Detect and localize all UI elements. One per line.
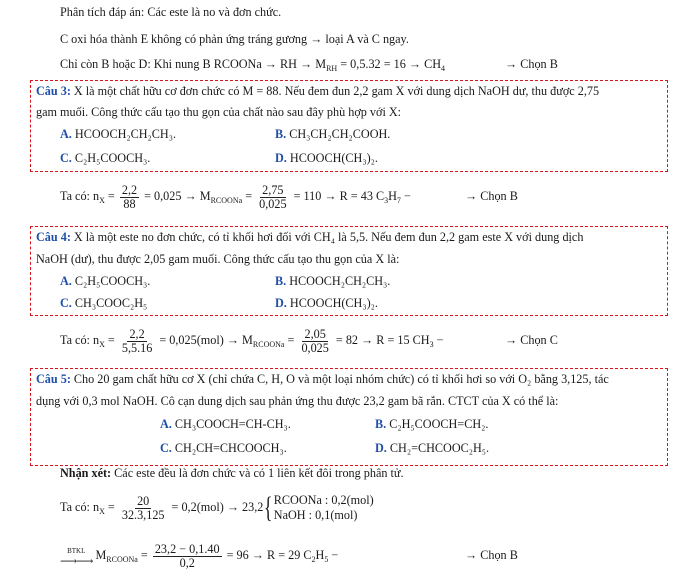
option-d-label: D. [275, 151, 287, 165]
question-3-option-a [60, 127, 176, 141]
sol5-fraction-1 [120, 495, 167, 522]
question-4-line-2: NaOH (dư), thu được 2,05 gam muối. Công thức cấu tạo thu gọn của X là: [36, 252, 400, 266]
sol3-eq2: = 0,025 → M [144, 189, 211, 203]
sol4-choice: → Chọn C [505, 333, 558, 347]
question-4-option-a [60, 274, 150, 288]
q5-option-c-label: C. [160, 441, 172, 455]
long-arrow-icon: ⟶⟶ [60, 553, 93, 568]
sol4-eq4: = 82 → R = 15 CH [335, 333, 430, 347]
intro-line-2: C oxi hóa thành E không có phản ứng tráng gương → loại A và C ngay. [60, 32, 409, 46]
question-4-option-c [60, 296, 147, 310]
sol4-fraction-2 [299, 328, 330, 355]
intro-line-3 [60, 57, 445, 76]
intro-line-3-eq: = 0,5.32 = 16 → CH [337, 57, 442, 71]
question-5-line-2: dụng với 0,3 mol NaOH. Cô cạn dung dịch sau phản ứng thu được 23,2 gam bã rắn. CTCT của X có thể là: [36, 394, 559, 408]
question-5-text-1: Cho 20 gam chất hữu cơ X (chỉ chứa C, H, O và một loại nhóm chức) có tỉ khối hơi so với O₂ bằng 3,125, tác [70, 372, 609, 386]
sol3-eq1: = [104, 189, 118, 203]
sol5b-tail: − [328, 548, 339, 562]
q4-option-d-label: D. [275, 296, 287, 310]
question-5-line-1 [36, 372, 609, 386]
btkl-label: BTKL [67, 546, 86, 555]
sol3-f2-den: 0,025 [259, 196, 287, 211]
sol3-sub-m: RCOONa [210, 196, 243, 205]
question-3-option-c [60, 151, 150, 165]
option-d-text: HCOOCH(CH₃)₂. [286, 151, 378, 165]
sol3-fraction-1 [120, 184, 139, 211]
q5-option-b-text: C₂H₅COOCH=CH₂. [386, 417, 489, 431]
sol4-f2-den: 0,025 [301, 340, 329, 355]
intro-line-3-sub: RH [326, 64, 338, 73]
sol3-f2-num: 2,75 [262, 182, 284, 197]
btkl-arrow [60, 547, 92, 566]
q5-option-b-label: B. [375, 417, 387, 431]
question-4-text-1: X là một este no đơn chức, có tỉ khối hơi đối với CH₄ là 5,5. Nếu đem đun 2,2 gam este X với dung dịch [70, 230, 584, 244]
sol3-f1-den: 88 [123, 196, 136, 211]
q5-option-d-text: CH₂=CHCOOC₂H₅. [386, 441, 490, 455]
intro-line-3-text: Chỉ còn B hoặc D: Khi nung B RCOONa → RH → M [60, 57, 327, 71]
question-4-option-d [275, 296, 378, 310]
sol3-f1-num: 2,2 [121, 182, 138, 197]
sol5b-h: H [315, 548, 325, 562]
intro-choice: → Chọn B [505, 57, 558, 71]
sol5-brace: { [264, 491, 273, 525]
question-4-label: Câu 4: [36, 230, 71, 244]
q5-option-c-text: CH₂CH=CHCOOCH₃. [171, 441, 287, 455]
sol3-c-sub: 3 [384, 196, 389, 205]
sol5-prefix: Ta có: n [60, 500, 100, 514]
sol5b-c-sub: 2 [311, 555, 316, 564]
sol4-eq3: = [284, 333, 298, 347]
remark-label: Nhận xét: [60, 466, 112, 480]
option-b-label: B. [275, 127, 287, 141]
sol4-sub-m: RCOONa [252, 340, 285, 349]
sol3-prefix: Ta có: n [60, 189, 100, 203]
sol5-system [274, 493, 374, 523]
sol5b-sub-m: RCOONa [106, 555, 138, 564]
sol5b-h-sub: 5 [324, 555, 329, 564]
sol3-fraction-2 [257, 184, 288, 211]
question-3-line-2: gam muối. Công thức cấu tạo thu gọn của chất nào sau đây phù hợp với X: [36, 105, 402, 119]
q4-option-b-label: B. [275, 274, 287, 288]
sol4-f1-num: 2,2 [129, 326, 145, 341]
sol5-sys-line-2: NaOH : 0,1(mol) [273, 508, 358, 523]
sol5b-f-num: 23,2 − 0,1.40 [154, 541, 220, 556]
sol3-sub-x: X [99, 196, 105, 205]
sol5-eq1: = [104, 500, 118, 514]
solution-3 [60, 181, 411, 213]
question-3-option-d [275, 151, 378, 165]
question-3-option-b [275, 127, 390, 141]
sol4-eq1: = [104, 333, 118, 347]
question-5-option-d [375, 441, 489, 455]
solution-5b [60, 540, 338, 572]
sol4-sub-x: X [99, 340, 105, 349]
sol4-c-sub: 3 [429, 340, 434, 349]
question-3-line-1 [36, 84, 599, 98]
sol4-eq2: = 0,025(mol) → M [159, 333, 253, 347]
question-5-option-b [375, 417, 488, 431]
q4-option-c-label: C. [60, 296, 72, 310]
solution-5 [60, 491, 374, 525]
sol5b-eq1: = [137, 548, 151, 562]
option-c-text: C₂H₅COOCH₃. [71, 151, 151, 165]
sol4-tail: − [433, 333, 444, 347]
question-5-option-a [160, 417, 291, 431]
question-4-line-1 [36, 230, 583, 244]
question-5-option-c [160, 441, 287, 455]
sol4-prefix: Ta có: n [60, 333, 100, 347]
option-b-text: CH₃CH₂CH₂COOH. [286, 127, 391, 141]
solution-4 [60, 325, 443, 357]
q4-option-c-text: CH₃COOC₂H₅ [71, 296, 148, 310]
sol5b-eq2: = 96 → R = 29 C [226, 548, 312, 562]
q4-option-d-text: HCOOCH(CH₃)₂. [286, 296, 378, 310]
q5-option-a-label: A. [160, 417, 172, 431]
sol5-f1-num: 20 [137, 493, 150, 508]
sol3-h: H [388, 189, 397, 203]
q4-option-a-text: C₂H₅COOCH₃. [71, 274, 151, 288]
q4-option-a-label: A. [60, 274, 72, 288]
sol3-eq3: = [242, 189, 256, 203]
option-a-label: A. [60, 127, 72, 141]
question-3-label: Câu 3: [36, 84, 71, 98]
sol5-f1-den: 32.3,125 [121, 507, 165, 522]
sol3-choice: → Chọn B [465, 189, 518, 203]
q5-option-a-text: CH₃COOCH=CH-CH₃. [171, 417, 291, 431]
sol4-f1-den: 5,5.16 [121, 340, 153, 355]
sol5b-choice: → Chọn B [465, 548, 518, 562]
sol5b-fraction [153, 543, 222, 570]
sol3-eq4: = 110 → R = 43 C [293, 189, 385, 203]
question-3-text-1: X là một chất hữu cơ đơn chức có M = 88. Nếu đem đun 2,2 gam X với dung dịch NaOH dư, thu được 2,75 [70, 84, 600, 98]
sol5-eq2: = 0,2(mol) → 23,2 [171, 500, 264, 514]
intro-line-3-sub2: 4 [441, 64, 446, 73]
sol4-fraction-1 [120, 328, 154, 355]
sol5b-f-den: 0,2 [179, 555, 195, 570]
intro-line-1: Phân tích đáp án: Các este là no và đơn chức. [60, 5, 282, 19]
question-4-option-b [275, 274, 390, 288]
option-a-text: HCOOCH₂CH₂CH₃. [71, 127, 177, 141]
remark [60, 466, 404, 480]
remark-text: Các este đều là đơn chức và có 1 liên kết đôi trong phân tử. [111, 466, 404, 480]
sol3-tail: − [400, 189, 411, 203]
question-5-label: Câu 5: [36, 372, 71, 386]
sol3-h-sub: 7 [396, 196, 401, 205]
q5-option-d-label: D. [375, 441, 387, 455]
sol5-sub-x: X [99, 507, 105, 516]
sol5b-m: M [92, 548, 107, 562]
sol4-f2-num: 2,05 [304, 326, 326, 341]
option-c-label: C. [60, 151, 72, 165]
sol5-sys-line-1: RCOONa : 0,2(mol) [273, 493, 374, 508]
q4-option-b-text: HCOOCH₂CH₂CH₃. [286, 274, 391, 288]
